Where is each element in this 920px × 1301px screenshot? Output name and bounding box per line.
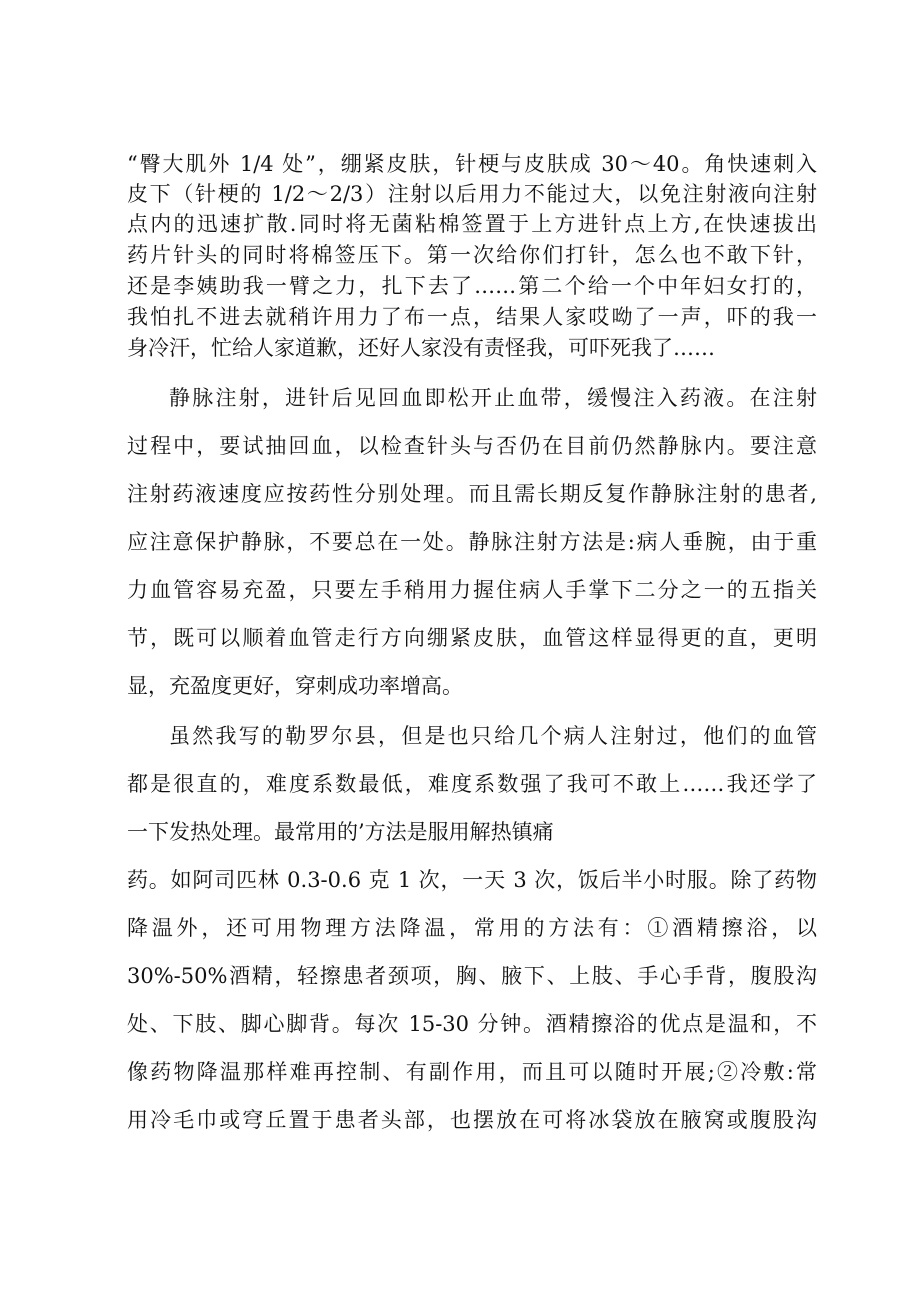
- text-line: 都是很直的，难度系数最低，难度系数强了我可不敢上……我还学了: [127, 772, 817, 796]
- text-line: 药。如阿司匹林 0.3-0.6 克 1 次，一天 3 次，饭后半小时服。除了药物: [127, 868, 817, 892]
- text-line: 力血管容易充盈，只要左手稍用力握住病人手掌下二分之一的五指关: [127, 578, 817, 602]
- text-line: 应注意保护静脉，不要总在一处。静脉注射方法是:病人垂腕，由于重: [127, 530, 817, 554]
- text-line: 显，充盈度更好，穿刺成功率增高。: [127, 674, 463, 698]
- text-line: 30%-50%酒精，轻擦患者颈项，胸、腋下、上肢、手心手背，腹股沟: [127, 964, 817, 988]
- text-line: 身冷汗，忙给人家道歉，还好人家没有责怪我，可吓死我了……: [127, 336, 715, 360]
- text-line: 注射药液速度应按药性分别处理。而且需长期反复作静脉注射的患者,: [127, 482, 817, 506]
- text-line: 过程中，要试抽回血，以检查针头与否仍在目前仍然静脉内。要注意: [127, 434, 817, 458]
- text-line: 点内的迅速扩散.同时将无菌粘棉签置于上方进针点上方,在快速拔出: [127, 212, 817, 236]
- text-line: 皮下（针梗的 1/2～2/3）注射以后用力不能过大，以免注射液向注射: [127, 182, 817, 206]
- text-line: 像药物降温那样难再控制、有副作用，而且可以随时开展;②冷敷:常: [127, 1060, 817, 1084]
- text-line: 我怕扎不进去就稍许用力了布一点，结果人家哎呦了一声，吓的我一: [127, 305, 817, 329]
- text-line: 静脉注射，进针后见回血即松开止血带，缓慢注入药液。在注射: [169, 386, 817, 410]
- text-line: 降温外，还可用物理方法降温，常用的方法有：①酒精擦浴，以: [127, 916, 817, 940]
- text-line: “臀大肌外 1/4 处”，绷紧皮肤，针梗与皮肤成 30～40。角快速刺入: [127, 152, 817, 176]
- text-line: 处、下肢、脚心脚背。每次 15-30 分钟。酒精擦浴的优点是温和，不: [127, 1012, 817, 1036]
- text-line: 药片针头的同时将棉签压下。第一次给你们打针，怎么也不敢下针，: [127, 243, 817, 267]
- text-line: 一下发热处理。最常用的’方法是服用解热镇痛: [127, 820, 554, 844]
- text-line: 用冷毛巾或穹丘置于患者头部，也摆放在可将冰袋放在腋窝或腹股沟: [127, 1108, 817, 1132]
- text-line: 还是李姨助我一臂之力，扎下去了……第二个给一个中年妇女打的，: [127, 274, 817, 298]
- text-line: 虽然我写的勒罗尔县，但是也只给几个病人注射过，他们的血管: [169, 724, 817, 748]
- text-line: 节，既可以顺着血管走行方向绷紧皮肤，血管这样显得更的直，更明: [127, 626, 817, 650]
